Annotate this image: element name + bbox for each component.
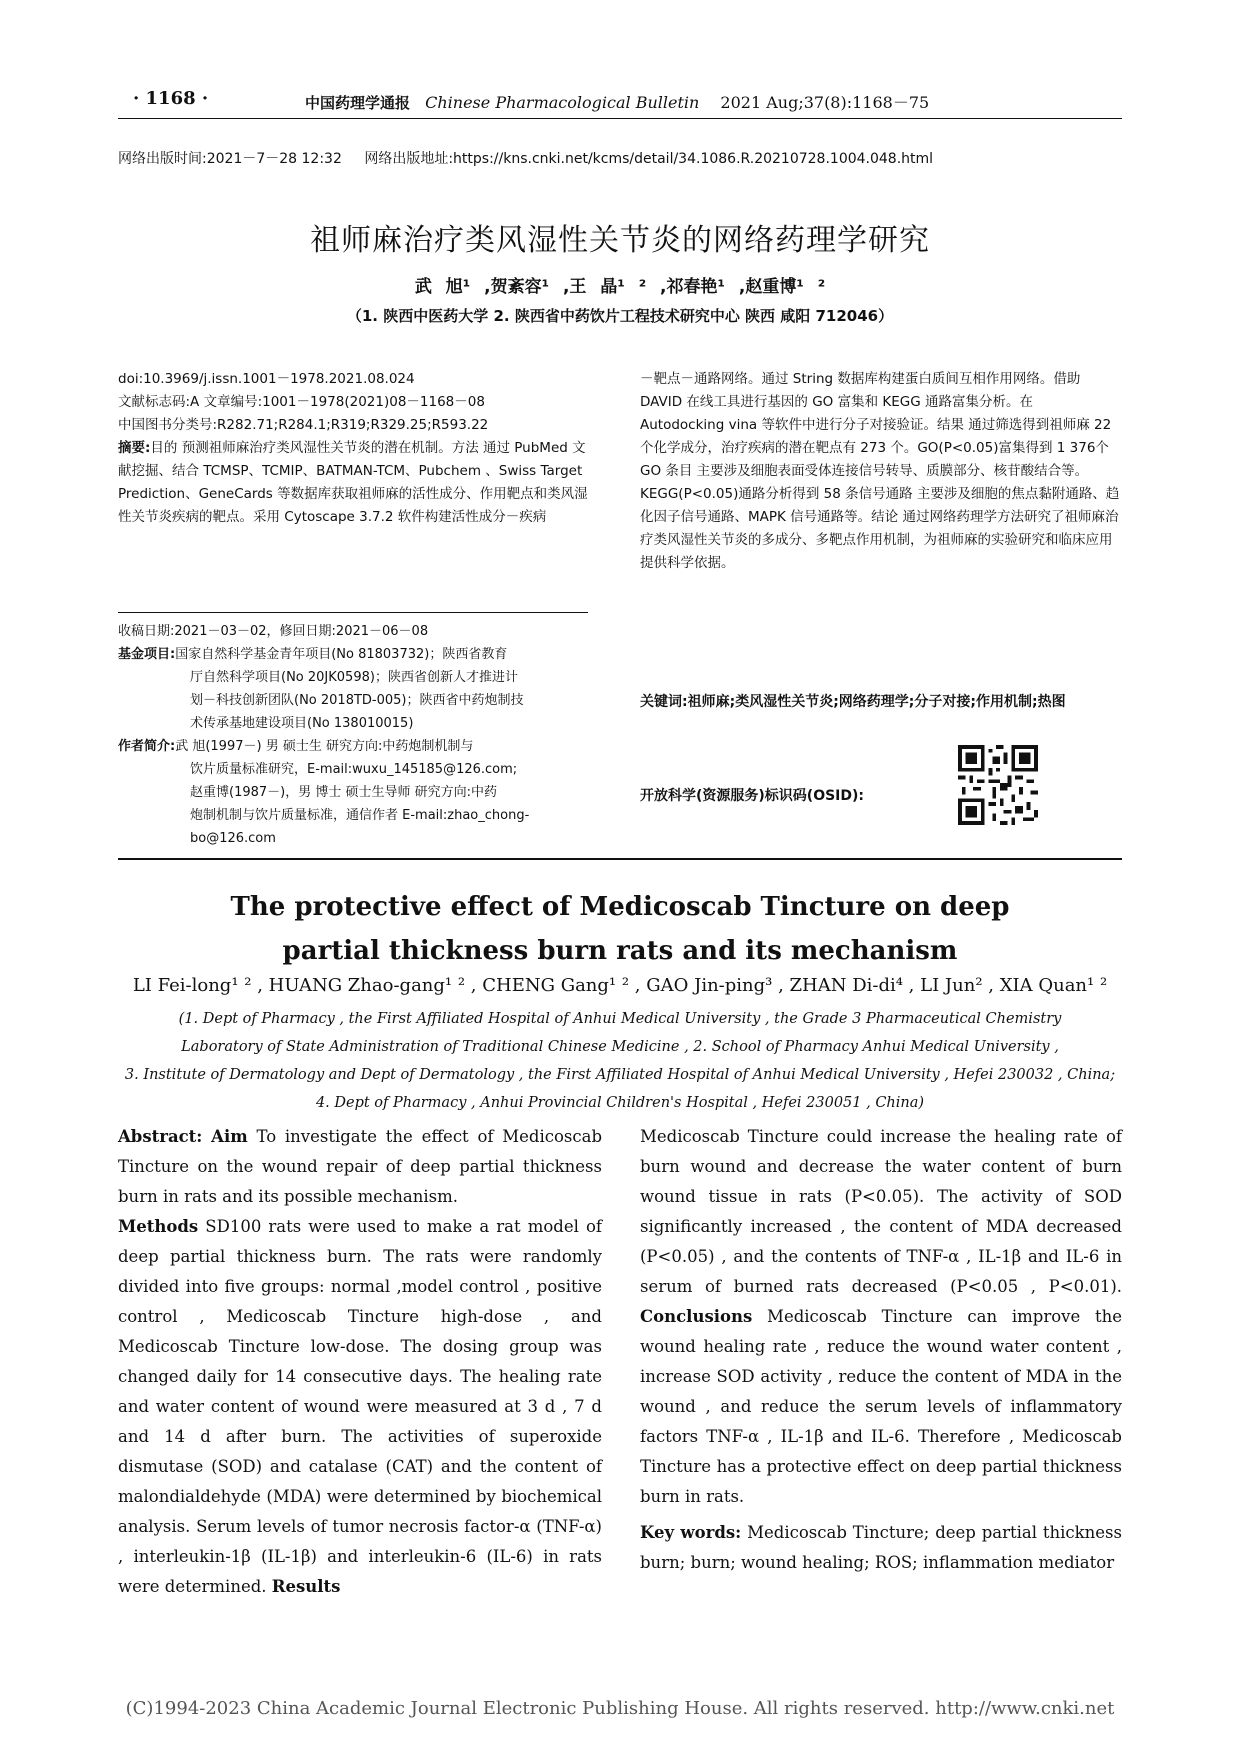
page-number: · 1168 ·: [133, 88, 209, 109]
keywords-cn: [640, 690, 1120, 714]
authors-cn: 武 旭¹ ,贺紊容¹ ,王 晶¹ ² ,祁春艳¹ ,赵重博¹ ²: [414, 277, 826, 297]
author-line: [118, 735, 598, 758]
fund-text-3: 划－科技创新团队(No 2018TD-005)；陕西省中药炮制技: [190, 693, 524, 708]
keywords-en: [640, 1518, 1122, 1578]
section-rule: [118, 858, 1122, 860]
abstract-label-cn: 摘要:: [118, 440, 151, 456]
online-address[interactable]: 网络出版地址:https://kns.cnki.net/kcms/detail/34.1086.R.20210728.1004.048.html: [364, 151, 934, 167]
authors-en: LI Fei-long¹ ² , HUANG Zhao-gang¹ ² , CHENG Gang¹ ² , GAO Jin-ping³ , ZHAN Di-di⁴ , LI Jun² , XIA Quan¹ ²: [132, 975, 1108, 996]
footnotes: [118, 620, 598, 850]
paper-title-cn: 祖师麻治疗类风湿性关节炎的网络药理学研究: [310, 223, 930, 258]
paper-title-en: [0, 885, 1240, 973]
right-column: [640, 368, 1120, 575]
journal-name-cn: 中国药理学通报: [305, 94, 411, 112]
copyright-footer: (C)1994-2023 China Academic Journal Electronic Publishing House. All rights reserved. http://www.cnki.net: [125, 1698, 1115, 1719]
aim-label: Aim: [211, 1127, 248, 1146]
fund-text-1: 国家自然科学基金青年项目(No 81803732)；陕西省教育: [175, 647, 508, 662]
abstract-en-results: [640, 1122, 1122, 1512]
footnote-rule: [118, 612, 588, 613]
abstract-label-en: Abstract:: [118, 1127, 203, 1146]
fund-text-4: 术传承基地建设项目(No 138010015): [190, 716, 414, 731]
abstract-en-methods: [118, 1212, 602, 1602]
affiliation-en-2: Laboratory of State Administration of Traditional Chinese Medicine , 2. School of Pharmacy Anhui Medical University ,: [181, 1039, 1059, 1055]
keywords-text-cn: 祖师麻;类风湿性关节炎;网络药理学;分子对接;作用机制;热图: [687, 694, 1066, 710]
affiliation-en-4: 4. Dept of Pharmacy , Anhui Provincial Children's Hospital , Hefei 230051 , China): [315, 1095, 925, 1111]
author-text-1: 武 旭(1997－) 男 硕士生 研究方向:中药炮制机制与: [175, 739, 474, 754]
author-text-4: 炮制机制与饮片质量标准，通信作者 E-mail:zhao_chong-: [190, 808, 530, 823]
doi[interactable]: doi:10.3969/j.issn.1001－1978.2021.08.024: [118, 371, 415, 387]
abstract-en-aim: [118, 1122, 602, 1212]
author-text-5: bo@126.com: [190, 831, 276, 846]
journal-info: [305, 90, 929, 113]
abstract-cn: [118, 437, 598, 529]
osid-label: 开放科学(资源服务)标识码(OSID):: [640, 788, 865, 804]
results-label: Results: [271, 1577, 341, 1596]
affiliation-cn: （1. 陕西中医药大学 2. 陕西省中药饮片工程技术研究中心 陕西 咸阳 712046）: [346, 307, 894, 325]
keywords-label-cn: 关键词:: [640, 694, 688, 710]
abstract-cont-cn: －靶点－通路网络。通过 String 数据库构建蛋白质间互相作用网络。借助 DAVID 在线工具进行基因的 GO 富集和 KEGG 通路富集分析。在 Autodocking vina 等软件中进行分子对接验证。结果 通过筛选得到祖师麻 22 个化学成分，治疗疾病的潜在靶点有 273 个。GO(P<0.05)富集得到 1 376个 GO 条目 主要涉及细胞表面受体连接信号转导、质膜部分、核苷酸结合等。KEGG(P<0.05)通路分析得到 58 条信号通路 主要涉及细胞的焦点黏附通路、趋化因子信号通路、MAPK 信号通路等。结论 通过网络药理学方法研究了祖师麻治疗类风湿性关节炎的多成分、多靶点作用机制，为祖师麻的实验研究和临床应用提供科学依据。: [640, 371, 1120, 571]
affiliation-en: [0, 1005, 1240, 1117]
online-time: 网络出版时间:2021－7－28 12:32: [118, 151, 342, 167]
author-label: 作者简介:: [118, 739, 176, 754]
paper-title-en-line1: The protective effect of Medicoscab Tincture on deep: [230, 892, 1010, 922]
running-header: [0, 88, 1240, 118]
fund-label: 基金项目:: [118, 647, 176, 662]
article-info: 文献标志码:A 文章编号:1001－1978(2021)08－1168－08: [118, 394, 485, 410]
received-date: 收稿日期:2021－03－02，修回日期:2021－06－08: [118, 624, 429, 639]
keywords-text-en: Medicoscab Tincture; deep partial thickness burn; burn; wound healing; ROS; inflammation mediator: [640, 1523, 1122, 1572]
online-publication-info: [118, 148, 951, 168]
qr-code-icon[interactable]: [958, 745, 1038, 825]
abstract-en-right: [640, 1122, 1122, 1578]
aim-text: To investigate the effect of Medicoscab Tincture on the wound repair of deep partial thickness burn in rats and its possible mechanism.: [118, 1127, 603, 1206]
affiliation-en-3: 3. Institute of Dermatology and Dept of Dermatology , the First Affiliated Hospital of Anhui Medical University , Hefei 230032 , China;: [124, 1067, 1116, 1083]
methods-text: SD100 rats were used to make a rat model of deep partial thickness burn. The rats were randomly divided into five groups: normal ,model control , positive control , Medicoscab Tincture high-dose , and Medicoscab Tincture low-dose. The dosing group was changed daily for 14 consecutive days. The healing rate and water content of wound were measured at 3 d , 7 d and 14 d after burn. The activities of superoxide dismutase (SOD) and catalase (CAT) and the content of malondialdehyde (MDA) were determined by biochemical analysis. Serum levels of tumor necrosis factor-α (TNF-α) , interleukin-1β (IL-1β) and interleukin-6 (IL-6) in rats were determined.: [118, 1217, 602, 1596]
abstract-en-left: [118, 1122, 602, 1602]
conclusions-label: Conclusions: [640, 1307, 753, 1326]
journal-issue: 2021 Aug;37(8):1168－75: [720, 93, 930, 112]
clc-number: 中国图书分类号:R282.71;R284.1;R319;R329.25;R593.22: [118, 417, 489, 433]
methods-label: Methods: [118, 1217, 199, 1236]
conclusions-text: Medicoscab Tincture can improve the wound healing rate , reduce the wound water content , increase SOD activity , reduce the content of MDA in the wound , and reduce the serum levels of inflammatory factors TNF-α , IL-1β and IL-6. Therefore , Medicoscab Tincture has a protective effect on deep partial thickness burn in rats.: [640, 1307, 1122, 1506]
results-text: Medicoscab Tincture could increase the healing rate of burn wound and decrease the water content of burn wound tissue in rats (P<0.05). The activity of SOD significantly increased , the content of MDA decreased (P<0.05) , and the contents of TNF-α , IL-1β and IL-6 in serum of burned rats decreased (P<0.05 , P<0.01).: [640, 1127, 1122, 1296]
paper-title-en-line2: partial thickness burn rats and its mechanism: [282, 936, 958, 966]
journal-name-en: Chinese Pharmacological Bulletin: [425, 93, 700, 112]
abstract-text-cn: 目的 预测祖师麻治疗类风湿性关节炎的潜在机制。方法 通过 PubMed 文献挖掘、结合 TCMSP、TCMIP、BATMAN-TCM、Pubchem 、Swiss Target Prediction、GeneCards 等数据库获取祖师麻的活性成分、作用靶点和类风湿性关节炎疾病的靶点。采用 Cytoscape 3.7.2 软件构建活性成分－疾病: [118, 440, 588, 525]
left-column: [118, 368, 598, 529]
header-rule: [118, 118, 1122, 119]
affiliation-en-1: (1. Dept of Pharmacy , the First Affiliated Hospital of Anhui Medical University , the Grade 3 Pharmaceutical Chemistry: [178, 1011, 1062, 1027]
author-text-3: 赵重博(1987－)，男 博士 硕士生导师 研究方向:中药: [190, 785, 498, 800]
fund-text-2: 厅自然科学项目(No 20JK0598)；陕西省创新人才推进计: [190, 670, 518, 685]
fund-line: [118, 643, 598, 666]
keywords-label-en: Key words:: [640, 1523, 742, 1542]
author-text-2: 饮片质量标准研究，E-mail:wuxu_145185@126.com;: [190, 762, 518, 777]
